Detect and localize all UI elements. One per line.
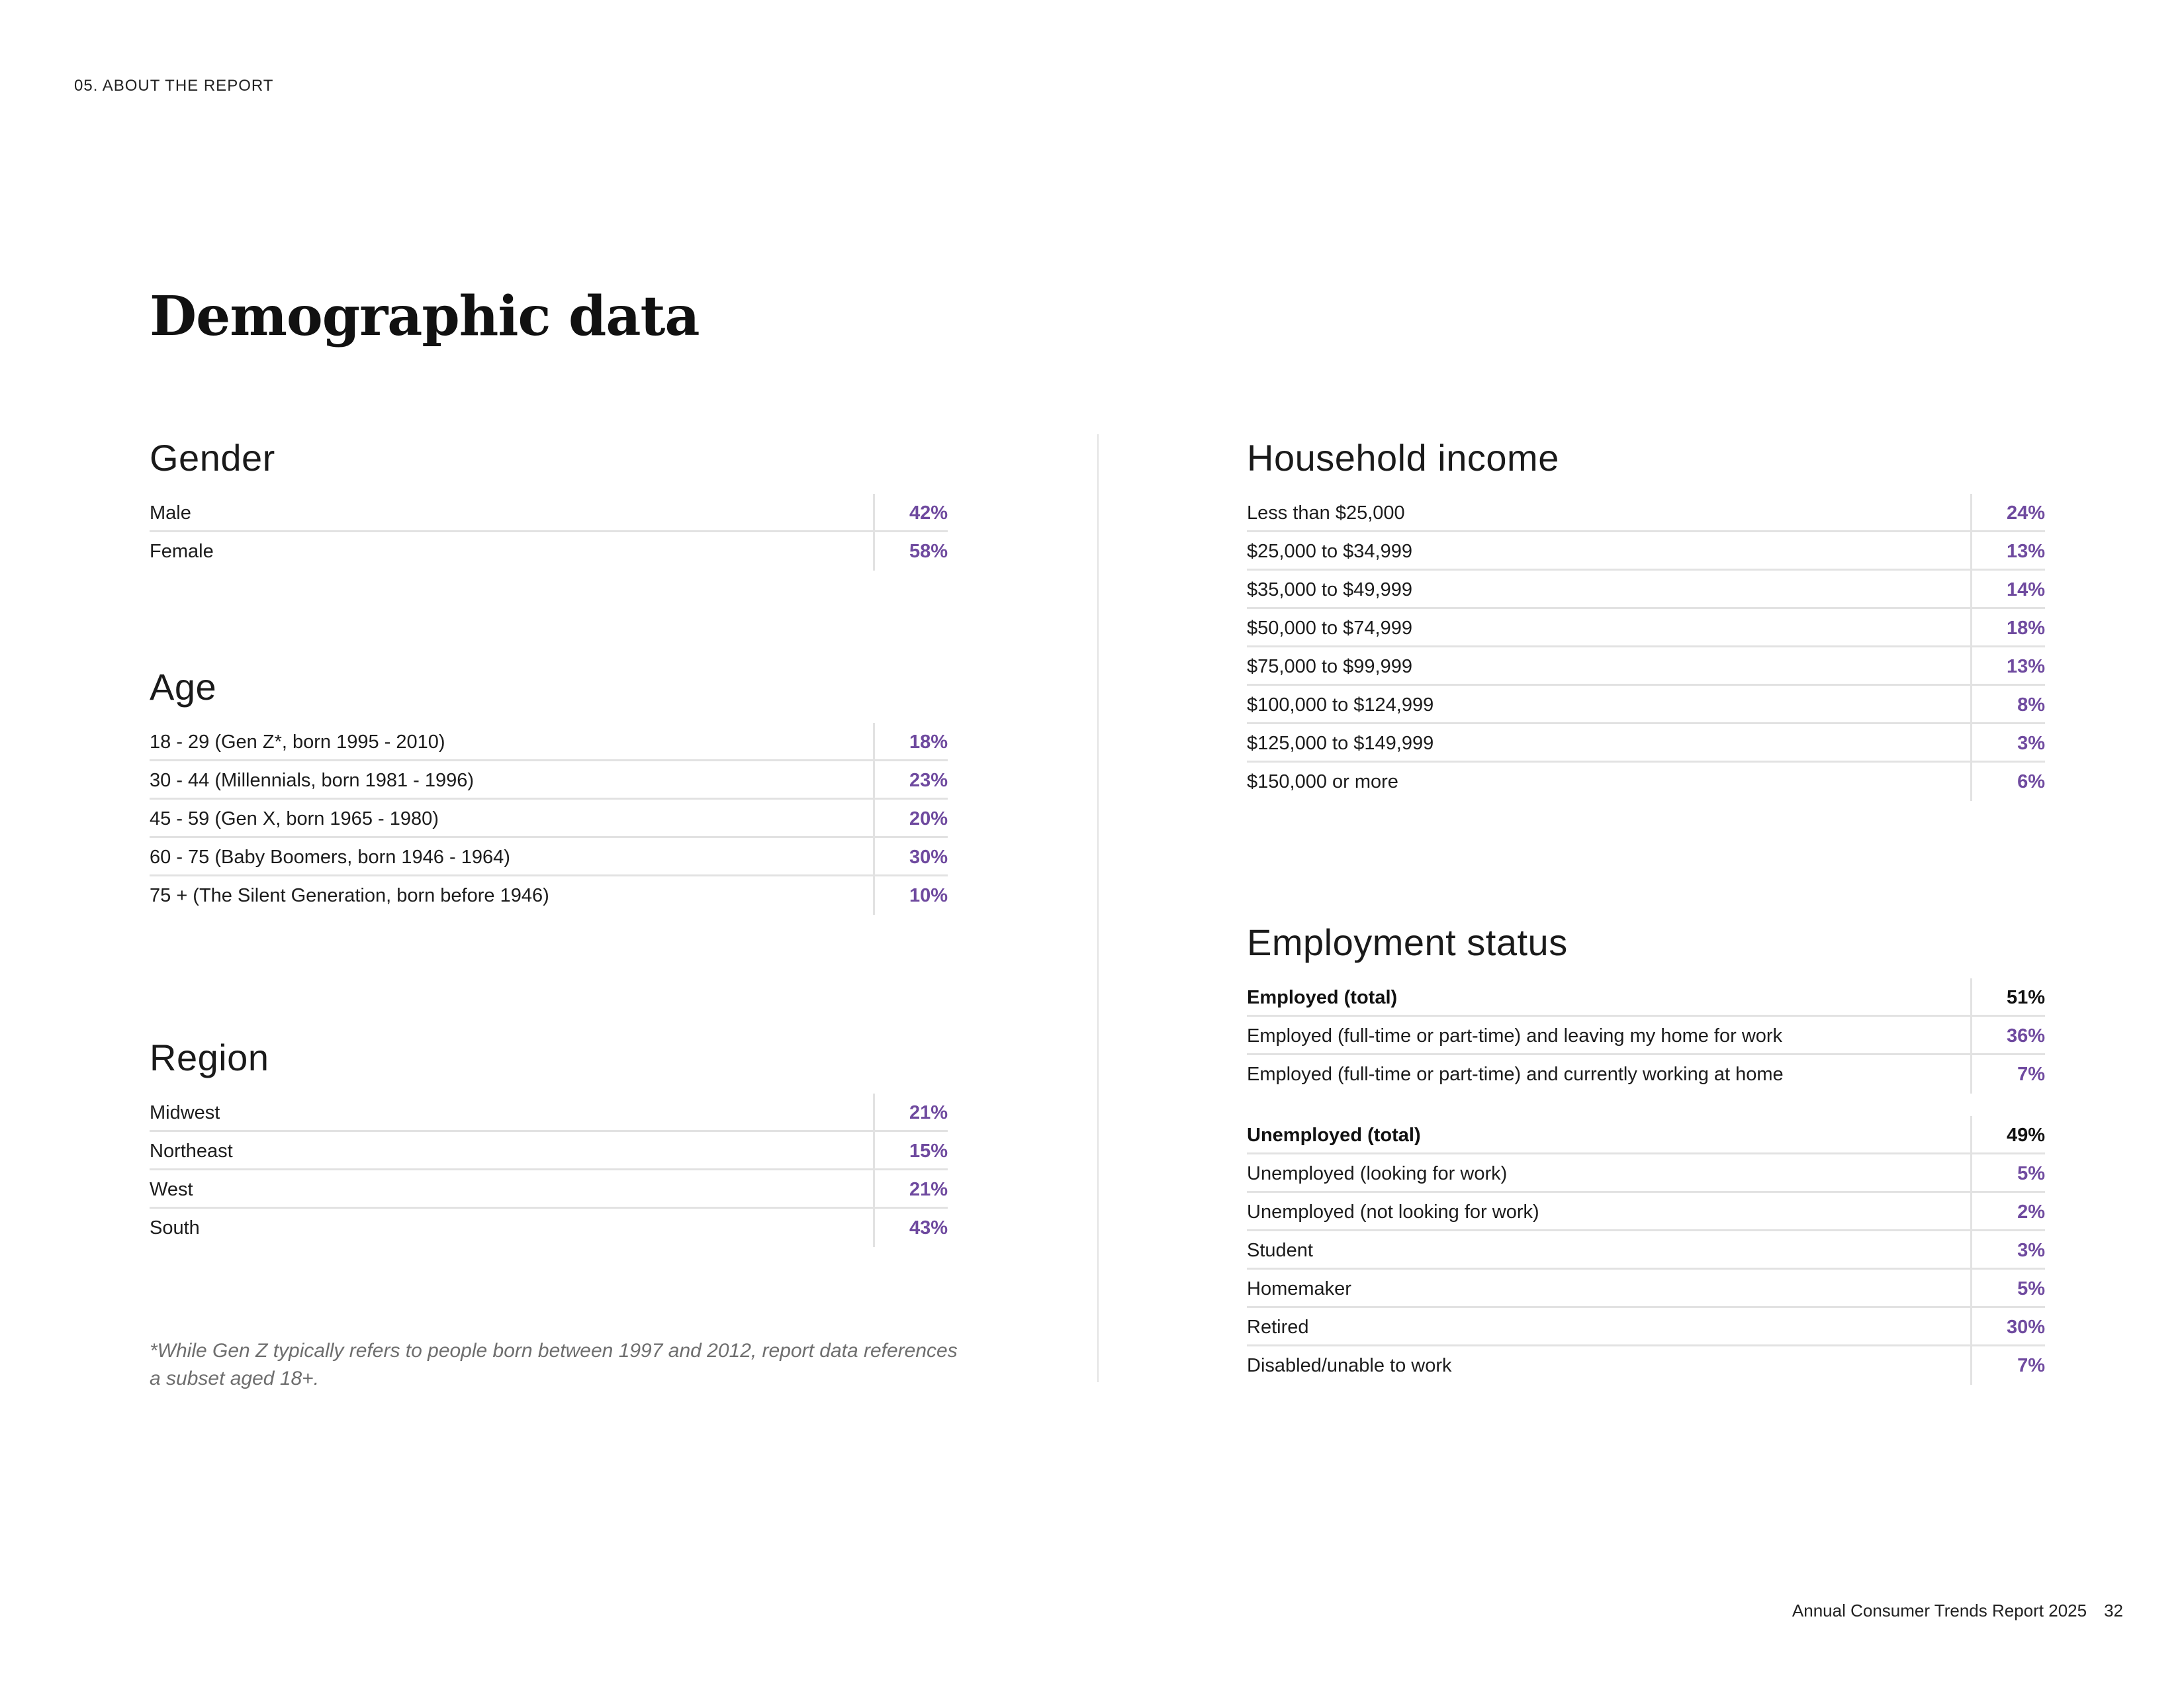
gender-table	[150, 494, 948, 571]
row-label: Disabled/unable to work	[1247, 1355, 1452, 1376]
row-value: 18%	[873, 723, 948, 759]
employed-table	[1247, 978, 2045, 1094]
row-label: Northeast	[150, 1141, 233, 1162]
region-title: Region	[150, 1037, 269, 1078]
table-row	[1247, 1154, 2045, 1193]
table-row	[150, 876, 948, 915]
row-label: 30 - 44 (Millennials, born 1981 - 1996)	[150, 770, 475, 791]
employment-section	[1247, 919, 2045, 1385]
table-row	[1247, 1055, 2045, 1094]
income-title: Household income	[1247, 437, 1559, 479]
row-label: 45 - 59 (Gen X, born 1965 - 1980)	[150, 808, 439, 829]
table-row	[150, 800, 948, 838]
row-label: 60 - 75 (Baby Boomers, born 1946 - 1964)	[150, 847, 510, 868]
row-value: 43%	[873, 1209, 948, 1247]
table-row	[150, 1132, 948, 1170]
row-label: Female	[150, 541, 214, 562]
table-row-total	[1247, 1116, 2045, 1154]
row-label: $25,000 to $34,999	[1247, 541, 1412, 562]
row-label: $50,000 to $74,999	[1247, 618, 1412, 639]
row-value: 21%	[873, 1170, 948, 1207]
section-label: 05. ABOUT THE REPORT	[74, 77, 274, 95]
row-value: 8%	[1970, 686, 2045, 722]
row-label: West	[150, 1179, 193, 1200]
table-row	[1247, 1231, 2045, 1270]
row-value: 3%	[1970, 1231, 2045, 1268]
row-value: 30%	[873, 838, 948, 874]
row-label: $35,000 to $49,999	[1247, 579, 1412, 600]
table-row	[1247, 647, 2045, 686]
row-value: 5%	[1970, 1154, 2045, 1191]
row-value: 7%	[1970, 1055, 2045, 1094]
row-label: Midwest	[150, 1102, 220, 1123]
table-row	[150, 494, 948, 532]
row-label: Unemployed (total)	[1247, 1125, 1421, 1146]
row-label: Employed (total)	[1247, 987, 1398, 1008]
row-value: 20%	[873, 800, 948, 836]
gender-section	[150, 434, 948, 571]
page-footer	[1792, 1601, 2123, 1621]
age-table	[150, 723, 948, 915]
row-label: Student	[1247, 1240, 1313, 1261]
row-value: 23%	[873, 761, 948, 798]
row-label: $75,000 to $99,999	[1247, 656, 1412, 677]
page-title: Demographic data	[150, 285, 700, 348]
row-value: 14%	[1970, 571, 2045, 607]
employment-title: Employment status	[1247, 921, 1568, 963]
row-label: $150,000 or more	[1247, 771, 1398, 792]
table-row	[1247, 532, 2045, 571]
row-value: 42%	[873, 494, 948, 530]
row-value: 58%	[873, 532, 948, 571]
table-row	[1247, 571, 2045, 609]
table-row	[1247, 494, 2045, 532]
row-value: 24%	[1970, 494, 2045, 530]
row-label: Employed (full-time or part-time) and currently working at home	[1247, 1064, 1784, 1085]
table-row	[150, 838, 948, 876]
age-title: Age	[150, 666, 217, 708]
table-row	[150, 1170, 948, 1209]
row-value: 3%	[1970, 724, 2045, 761]
row-value: 49%	[1970, 1116, 2045, 1152]
row-label: South	[150, 1217, 200, 1239]
table-row	[150, 1094, 948, 1132]
table-row	[150, 532, 948, 571]
region-section	[150, 1034, 948, 1247]
row-label: 18 - 29 (Gen Z*, born 1995 - 2010)	[150, 731, 445, 753]
table-row	[1247, 609, 2045, 647]
table-row	[1247, 1270, 2045, 1308]
row-value: 51%	[1970, 978, 2045, 1015]
table-row	[1247, 686, 2045, 724]
table-row	[150, 723, 948, 761]
row-value: 13%	[1970, 647, 2045, 684]
row-label: $125,000 to $149,999	[1247, 733, 1434, 754]
row-value: 13%	[1970, 532, 2045, 569]
row-value: 36%	[1970, 1017, 2045, 1053]
row-label: $100,000 to $124,999	[1247, 694, 1434, 716]
table-row	[150, 1209, 948, 1247]
age-section	[150, 663, 948, 915]
row-value: 18%	[1970, 609, 2045, 645]
row-value: 21%	[873, 1094, 948, 1130]
table-row-total	[1247, 978, 2045, 1017]
region-table	[150, 1094, 948, 1247]
row-label: Unemployed (looking for work)	[1247, 1163, 1508, 1184]
table-gap	[1247, 1094, 2045, 1116]
table-row	[1247, 1017, 2045, 1055]
page-number: 32	[2104, 1601, 2123, 1620]
row-value: 2%	[1970, 1193, 2045, 1229]
row-value: 5%	[1970, 1270, 2045, 1306]
row-value: 15%	[873, 1132, 948, 1168]
row-value: 7%	[1970, 1346, 2045, 1385]
column-divider	[1097, 434, 1099, 1382]
table-row	[150, 761, 948, 800]
table-row	[1247, 1193, 2045, 1231]
unemployed-table	[1247, 1116, 2045, 1385]
row-label: Homemaker	[1247, 1278, 1351, 1299]
income-section	[1247, 434, 2045, 801]
table-row	[1247, 724, 2045, 763]
table-row	[1247, 763, 2045, 801]
report-name: Annual Consumer Trends Report 2025	[1792, 1601, 2087, 1620]
table-row	[1247, 1308, 2045, 1346]
gender-title: Gender	[150, 437, 275, 479]
row-value: 30%	[1970, 1308, 2045, 1344]
income-table	[1247, 494, 2045, 801]
footnote: *While Gen Z typically refers to people born between 1997 and 2012, report data references a subset aged 18+.	[150, 1340, 958, 1389]
row-label: Employed (full-time or part-time) and leaving my home for work	[1247, 1025, 1783, 1047]
row-label: Male	[150, 502, 191, 524]
table-row	[1247, 1346, 2045, 1385]
row-label: Unemployed (not looking for work)	[1247, 1201, 1539, 1223]
row-value: 10%	[873, 876, 948, 915]
row-label: Less than $25,000	[1247, 502, 1405, 524]
row-value: 6%	[1970, 763, 2045, 801]
row-label: Retired	[1247, 1317, 1309, 1338]
row-label: 75 + (The Silent Generation, born before 1946)	[150, 885, 549, 906]
